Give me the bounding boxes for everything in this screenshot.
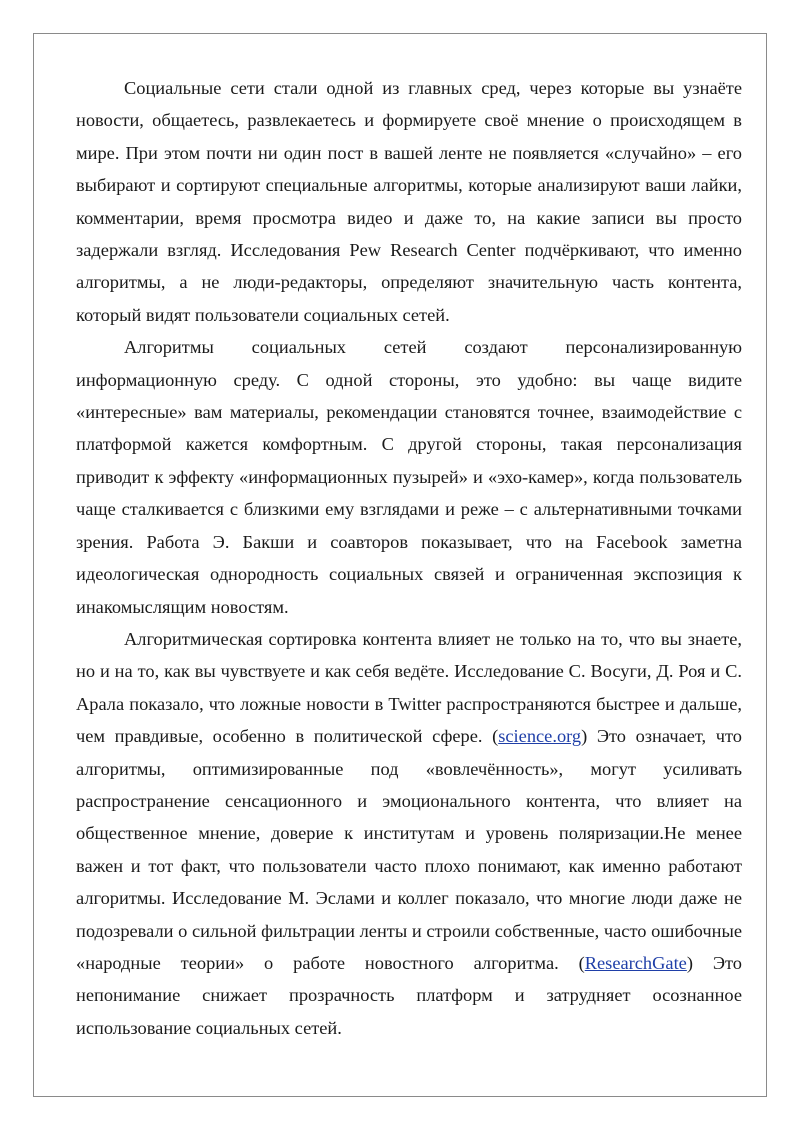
paragraph-text: Алгоритмы социальных сетей создают персонализированную информационную среду. С одной стороны, это удобно: вы чаще видите «интересные» вам материалы, рекомендации становятся точнее, взаимодействие с платформой кажется комфортным. С другой стороны, такая персонализация приводит к эффекту «информационных пузырей» и «эхо-камер», когда пользователь чаще сталкивается с близкими ему взглядами и реже – с альтернативными точками зрения. Работа Э. Бакши и соавторов показывает, что на Facebook заметна идеологическая однородность социальных связей и ограниченная экспозиция к инакомыслящим новостям.: [76, 337, 742, 617]
paragraph-1: [76, 72, 742, 331]
paragraph-text: Алгоритмическая сортировка контента влияет не только на то, что вы знаете, но и на то, как вы чувствуете и как себя ведёте. Исследование С. Восуги, Д. Роя и С. Арала показало, что ложные новости в Twitter распространяются быстрее и дальше, чем правдивые, особенно в политической сфере. (: [76, 628, 742, 747]
link-science-org[interactable]: science.org: [498, 726, 582, 747]
link-researchgate[interactable]: ResearchGate: [584, 952, 687, 973]
paragraph-3: [76, 623, 742, 1044]
paragraph-text: ) Это означает, что алгоритмы, оптимизированные под «вовлечённость», могут усиливать распространение сенсационного и эмоционального контента, что влияет на общественное мнение, доверие к институтам и уровень поляризации.Не менее важен и тот факт, что пользователи часто плохо понимают, как именно работают алгоритмы. Исследование М. Эслами и коллег показало, что многие люди даже не подозревали о сильной фильтрации ленты и строили собственные, часто ошибочные «народные теории» о работе новостного алгоритма. (: [76, 726, 742, 973]
document-body: [76, 72, 742, 1044]
paragraph-text: Социальные сети стали одной из главных сред, через которые вы узнаёте новости, общаетесь, развлекаетесь и формируете своё мнение о происходящем в мире. При этом почти ни один пост в вашей ленте не появляется «случайно» – его выбирают и сортируют специальные алгоритмы, которые анализируют ваши лайки, комментарии, время просмотра видео и даже то, на какие записи вы просто задержали взгляд. Исследования Pew Research Center подчёркивают, что именно алгоритмы, а не люди-редакторы, определяют значительную часть контента, который видят пользователи социальных сетей.: [76, 78, 742, 325]
paragraph-text: ) Это непонимание снижает прозрачность платформ и затрудняет осознанное использование социальных сетей.: [76, 952, 742, 1038]
paragraph-2: [76, 331, 742, 623]
